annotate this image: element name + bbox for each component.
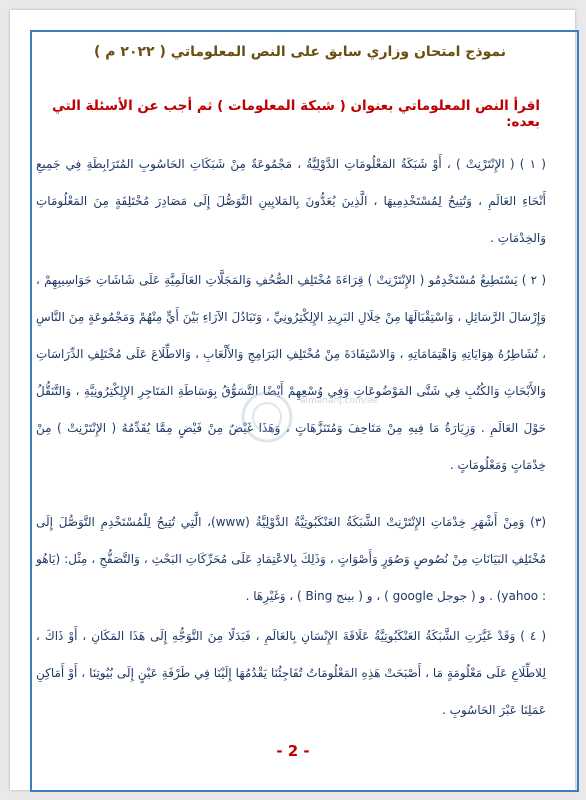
watermark-text: almanahj.com/ae xyxy=(300,396,378,406)
paragraph-1: ( ١ ) ( الإِنْتَرْنِتْ ) ، أَوْ شَبَكَةُ المَعْلُومَاتِ الدَّوْلِيَّةُ ، مَجْمُوعَةٌ مِنْ شَبَكَاتِ الحَاسُوبِ المُتَرَابِطَةِ فِي جَمِيعِ أَنْحَاءِ العَالَمِ ، وَتُتِيحُ لِمُسْتَخْدِمِيهَا ، الَّذِينَ يُعَدُّونَ بِالمَلايِينِ التَّوَصُّلَ إِلَى مَصَادِرَ مُخْتَلِفَةٍ مِنَ المَعْلُومَاتِ وَالخِدْمَاتِ . xyxy=(36,157,546,245)
page-number: - 2 - xyxy=(276,742,310,760)
page-title: نموذج امتحان وزاري سابق على النص المعلوماتي ( ٢٠٢٢ م ) xyxy=(93,44,507,60)
paragraph-2: ( ٢ ) يَسْتَطِيعُ مُسْتَخْدِمُو ( الإِنْتَرْنِتْ ) قِرَاءَةَ مُخْتَلِفِ الصُّحُفِ وَالمَجَلَّاتِ العَالَمِيَّةِ عَلَى شَاشَاتِ حَوَاسِيبِهِمْ ، وَإِرْسَالَ الرَّسَائِلِ ، وَاسْتِقْبَالَهَا مِنْ خِلَالِ البَرِيدِ الإِلِكْتِرُونِيِّ ، وَتَبَادُلَ الآرَاءِ بَيْنَ أَيٍّ مِنْهُمْ وَمَجْمُوعَةٍ مِنَ النَّاسِ ، تُشَاطِرُهُ هِوَايَاتِهِ وَاهْتِمَامَاتِهِ ، وَالاسْتِفَادَةَ مِنْ مُخْتَلِفِ البَرَامِجِ وَالأَلْعَابِ ، وَالاطِّلَاعَ عَلَى مُخْتَلِفِ الدِّرَاسَاتِ وَالأَبْحَاثِ وَالكُتُبِ فِي شَتَّى المَوْضُوعَاتِ وَفِي وُسْعِهِمْ أَيْضًا التَّسَوُّقُ بِوَسَاطَةِ المَتَاجِرِ الإِلِكْتِرُونِيَّةِ ، وَالتَّنَقُّلُ حَوْلَ العَالَمِ . وَزِيَارَةُ مَا فِيهِ مِنْ مَتَاحِفَ وَمُتَنَزَّهَاتٍ ، وَهَذَا غَيْضٌ مِنْ فَيْضٍ مِمَّا يُقَدِّمُهُ ( الإِنْتَرْنِتْ ) مِنْ خِدْمَاتٍ وَمَعْلُومَاتٍ . xyxy=(36,273,547,472)
paragraph-4: ( ٤ ) وَقَدْ غَيَّرَتِ الشَّبَكَةُ العَنْكَبُوتِيَّةُ عَلَاقَةَ الإِنْسَانِ بِالعَالَمِ ، فَبَدَلًا مِنَ التَّوَجُّهِ إِلَى هَذَا المَكَانِ ، أَوْ ذَاكَ ، لِلاطِّلَاعِ عَلَى مَعْلُومَةٍ مَا ، أَصْبَحَتْ هَذِهِ المَعْلُومَاتُ تُفَاجِئُنَا يَقْدُمُهَا إِلَيْنَا فِي طَرْفَةِ عَيْنٍ إِلَى بُيُوتِنَا ، أَوْ أَمَاكِنِ عَمَلِنَا عَبْرَ الحَاسُوبِ . xyxy=(36,629,547,717)
watermark-logo-icon xyxy=(240,390,294,444)
watermark xyxy=(240,390,400,450)
instruction-heading: اقرأ النص المعلوماتي بعنوان ( شبكة المعلومات ) ثم أجب عن الأسئلة التي بعده: xyxy=(51,98,540,130)
paragraph-3: (٣) وَمِنْ أَشْهَرِ خِدْمَاتِ الإِنْتَرْنِتْ الشَّبَكَةُ العَنْكَبُوتِيَّةُ الدَّوْلِيَّةُ (www)، الَّتِي تُتِيحُ لِلْمُسْتَخْدِمِ التَّوَصُّلَ إِلَى مُخْتَلِفِ البَيَانَاتِ مِنْ نُصُوصٍ وَصُوَرٍ وَأَصْوَاتٍ ، وَذَلِكَ بِالاعْتِمَادِ عَلَى مُحَرِّكَاتِ البَحْثِ ، وَالتَّصَفُّحِ ، مِثْل: (يَاهُو : yahoo) . و ( جوجل google ) ، و ( بينج Bing ) ، وَغَيْرِهَا . xyxy=(36,515,547,603)
